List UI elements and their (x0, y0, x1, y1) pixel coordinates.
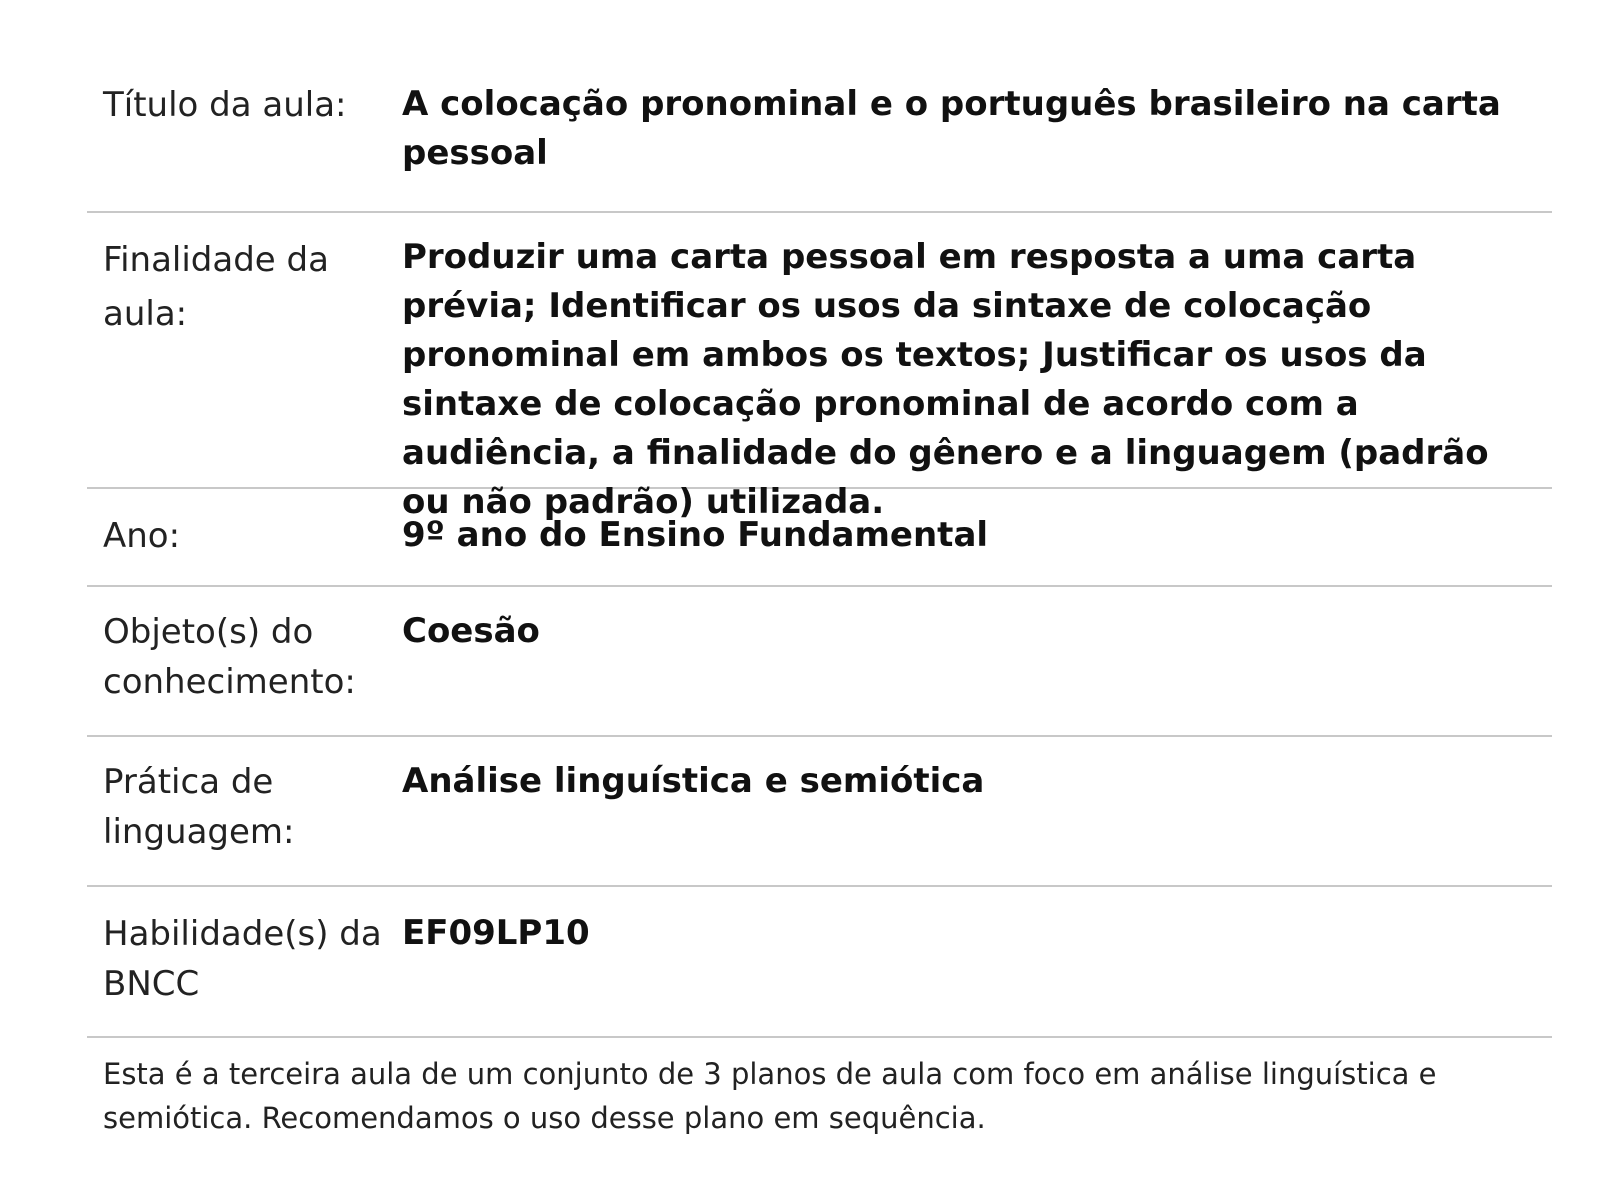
row-knowledge-objects (87, 587, 1552, 737)
lesson-info-panel (87, 0, 1552, 1140)
school-year-label: Ano: (103, 516, 181, 556)
row-bncc-skills (87, 887, 1552, 1038)
lesson-purpose-value: Produzir uma carta pessoal em resposta a uma carta prévia; Identificar os usos da sintaxe de colocação pronominal em ambos os textos; Justificar os usos da sintaxe de colocação pronominal de acordo com a audiência, a finalidade do gênero e a linguagem (padrão ou não padrão) utilizada. (402, 237, 1489, 522)
row-language-practice (87, 737, 1552, 887)
school-year-value: 9º ano do Ensino Fundamental (402, 515, 989, 555)
knowledge-objects-value: Coesão (402, 611, 540, 651)
lesson-title-label: Título da aula: (103, 85, 347, 125)
row-lesson-title (87, 0, 1552, 213)
lesson-title-value: A colocação pronominal e o português brasileiro na carta pessoal (402, 84, 1501, 173)
language-practice-value: Análise linguística e semiótica (402, 761, 985, 801)
row-lesson-purpose (87, 213, 1552, 522)
lesson-purpose-label: Finalidade da aula: (103, 240, 329, 334)
knowledge-objects-label: Objeto(s) do conhecimento: (103, 612, 356, 702)
sequence-note: Esta é a terceira aula de um conjunto de 3 planos de aula com foco em análise linguística e semiótica. Recomendamos o uso desse plano em sequência. (103, 1057, 1437, 1135)
bncc-skills-value: EF09LP10 (402, 913, 590, 953)
language-practice-label: Prática de linguagem: (103, 762, 295, 852)
lesson-info-table (87, 0, 1552, 1038)
bncc-skills-label: Habilidade(s) da BNCC (103, 914, 382, 1004)
